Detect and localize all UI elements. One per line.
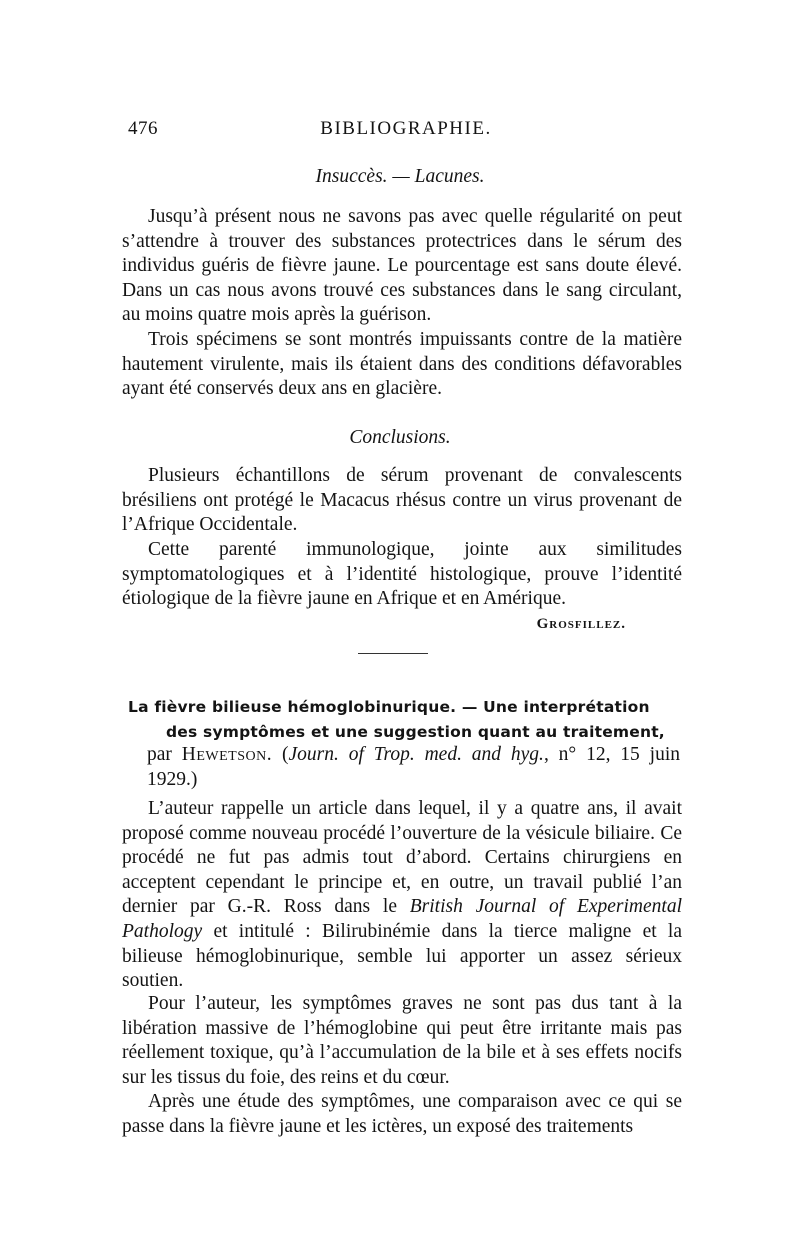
paragraph-insucces-2: Trois spécimens se sont montrés impuissants contre de la matière hautement virulente, mais ils étaient dans des conditions défavorables ayant été conservés deux ans en glacière. (122, 329, 682, 400)
paragraph-conclusions-2: Cette parenté immunologique, jointe aux similitudes symptomatologiques et à l’identité histologique, prouve l’identité étiologique de la fièvre jaune en Afrique et en Amérique. (122, 539, 682, 610)
running-title: BIBLIOGRAPHIE. (320, 118, 492, 139)
citation-details: , n° 12, 15 juin 1929.) (147, 744, 680, 790)
paragraph-entry-1-tail: et intitulé : Bilirubinémie dans la tierce maligne et la bilieuse hémoglobinurique, semble lui apporter un assez sérieux soutien. (122, 920, 683, 992)
section-divider (358, 653, 428, 654)
journal-title-british: British Journal of Experimental Pathology (122, 896, 682, 942)
citation-by: par (147, 744, 172, 765)
entry-author: Hewetson. (181, 744, 273, 765)
section-title-conclusions: Conclusions. (349, 427, 451, 448)
citation-open-paren: ( (281, 744, 289, 765)
paragraph-conclusions-1: Plusieurs échantillons de sérum provenant de convalescents brésiliens ont protégé le Macacus rhésus contre un virus provenant de l’Afrique Occidentale. (122, 465, 682, 536)
running-header (126, 118, 686, 148)
review-signature: Grosfillez. (536, 616, 626, 632)
paragraph-insucces-1: Jusqu’à présent nous ne savons pas avec quelle régularité on peut s’attendre à trouver des substances protectrices dans le sérum des individus guéris de fièvre jaune. Le pourcentage est sans doute élevé. Dans un cas nous avons trouvé ces substances dans le sang circulant, au moins quatre mois après la guérison. (122, 206, 682, 326)
paragraph-entry-2: Pour l’auteur, les symptômes graves ne sont pas dus tant à la libération massive de l’hémoglobine qui peut être irritante mais pas réellement toxique, qu’à l’accumulation de la bile et à ses effets nocifs sur les tissus du foie, des reins et du cœur. (122, 993, 682, 1088)
paragraph-entry-1-text: L’auteur rappelle un article dans lequel, il y a quatre ans, il avait proposé comme nouveau procédé l’ouverture de la vésicule biliaire. Ce procédé ne fut pas admis tout d’abord. Certains chirurgiens en acceptent cependant le principe et, en outre, un travail publié l’an dernier par G.-R. Ross dans le (122, 798, 682, 918)
entry-citation (147, 743, 680, 792)
entry-title-line-2: des symptômes et une suggestion quant au traitement, (166, 722, 665, 741)
section-title-insucces: Insuccès. — Lacunes. (315, 166, 485, 187)
entry-title-line-1: La fièvre bilieuse hémoglobinurique. — Une interprétation (128, 698, 650, 716)
entry-title (128, 695, 680, 744)
page-number: 476 (128, 118, 158, 139)
journal-name: Journ. of Trop. med. and hyg. (288, 744, 544, 765)
paragraph-entry-1 (122, 797, 682, 994)
paragraph-entry-3: Après une étude des symptômes, une comparaison avec ce qui se passe dans la fièvre jaune et les ictères, un exposé des traitements (122, 1091, 682, 1137)
